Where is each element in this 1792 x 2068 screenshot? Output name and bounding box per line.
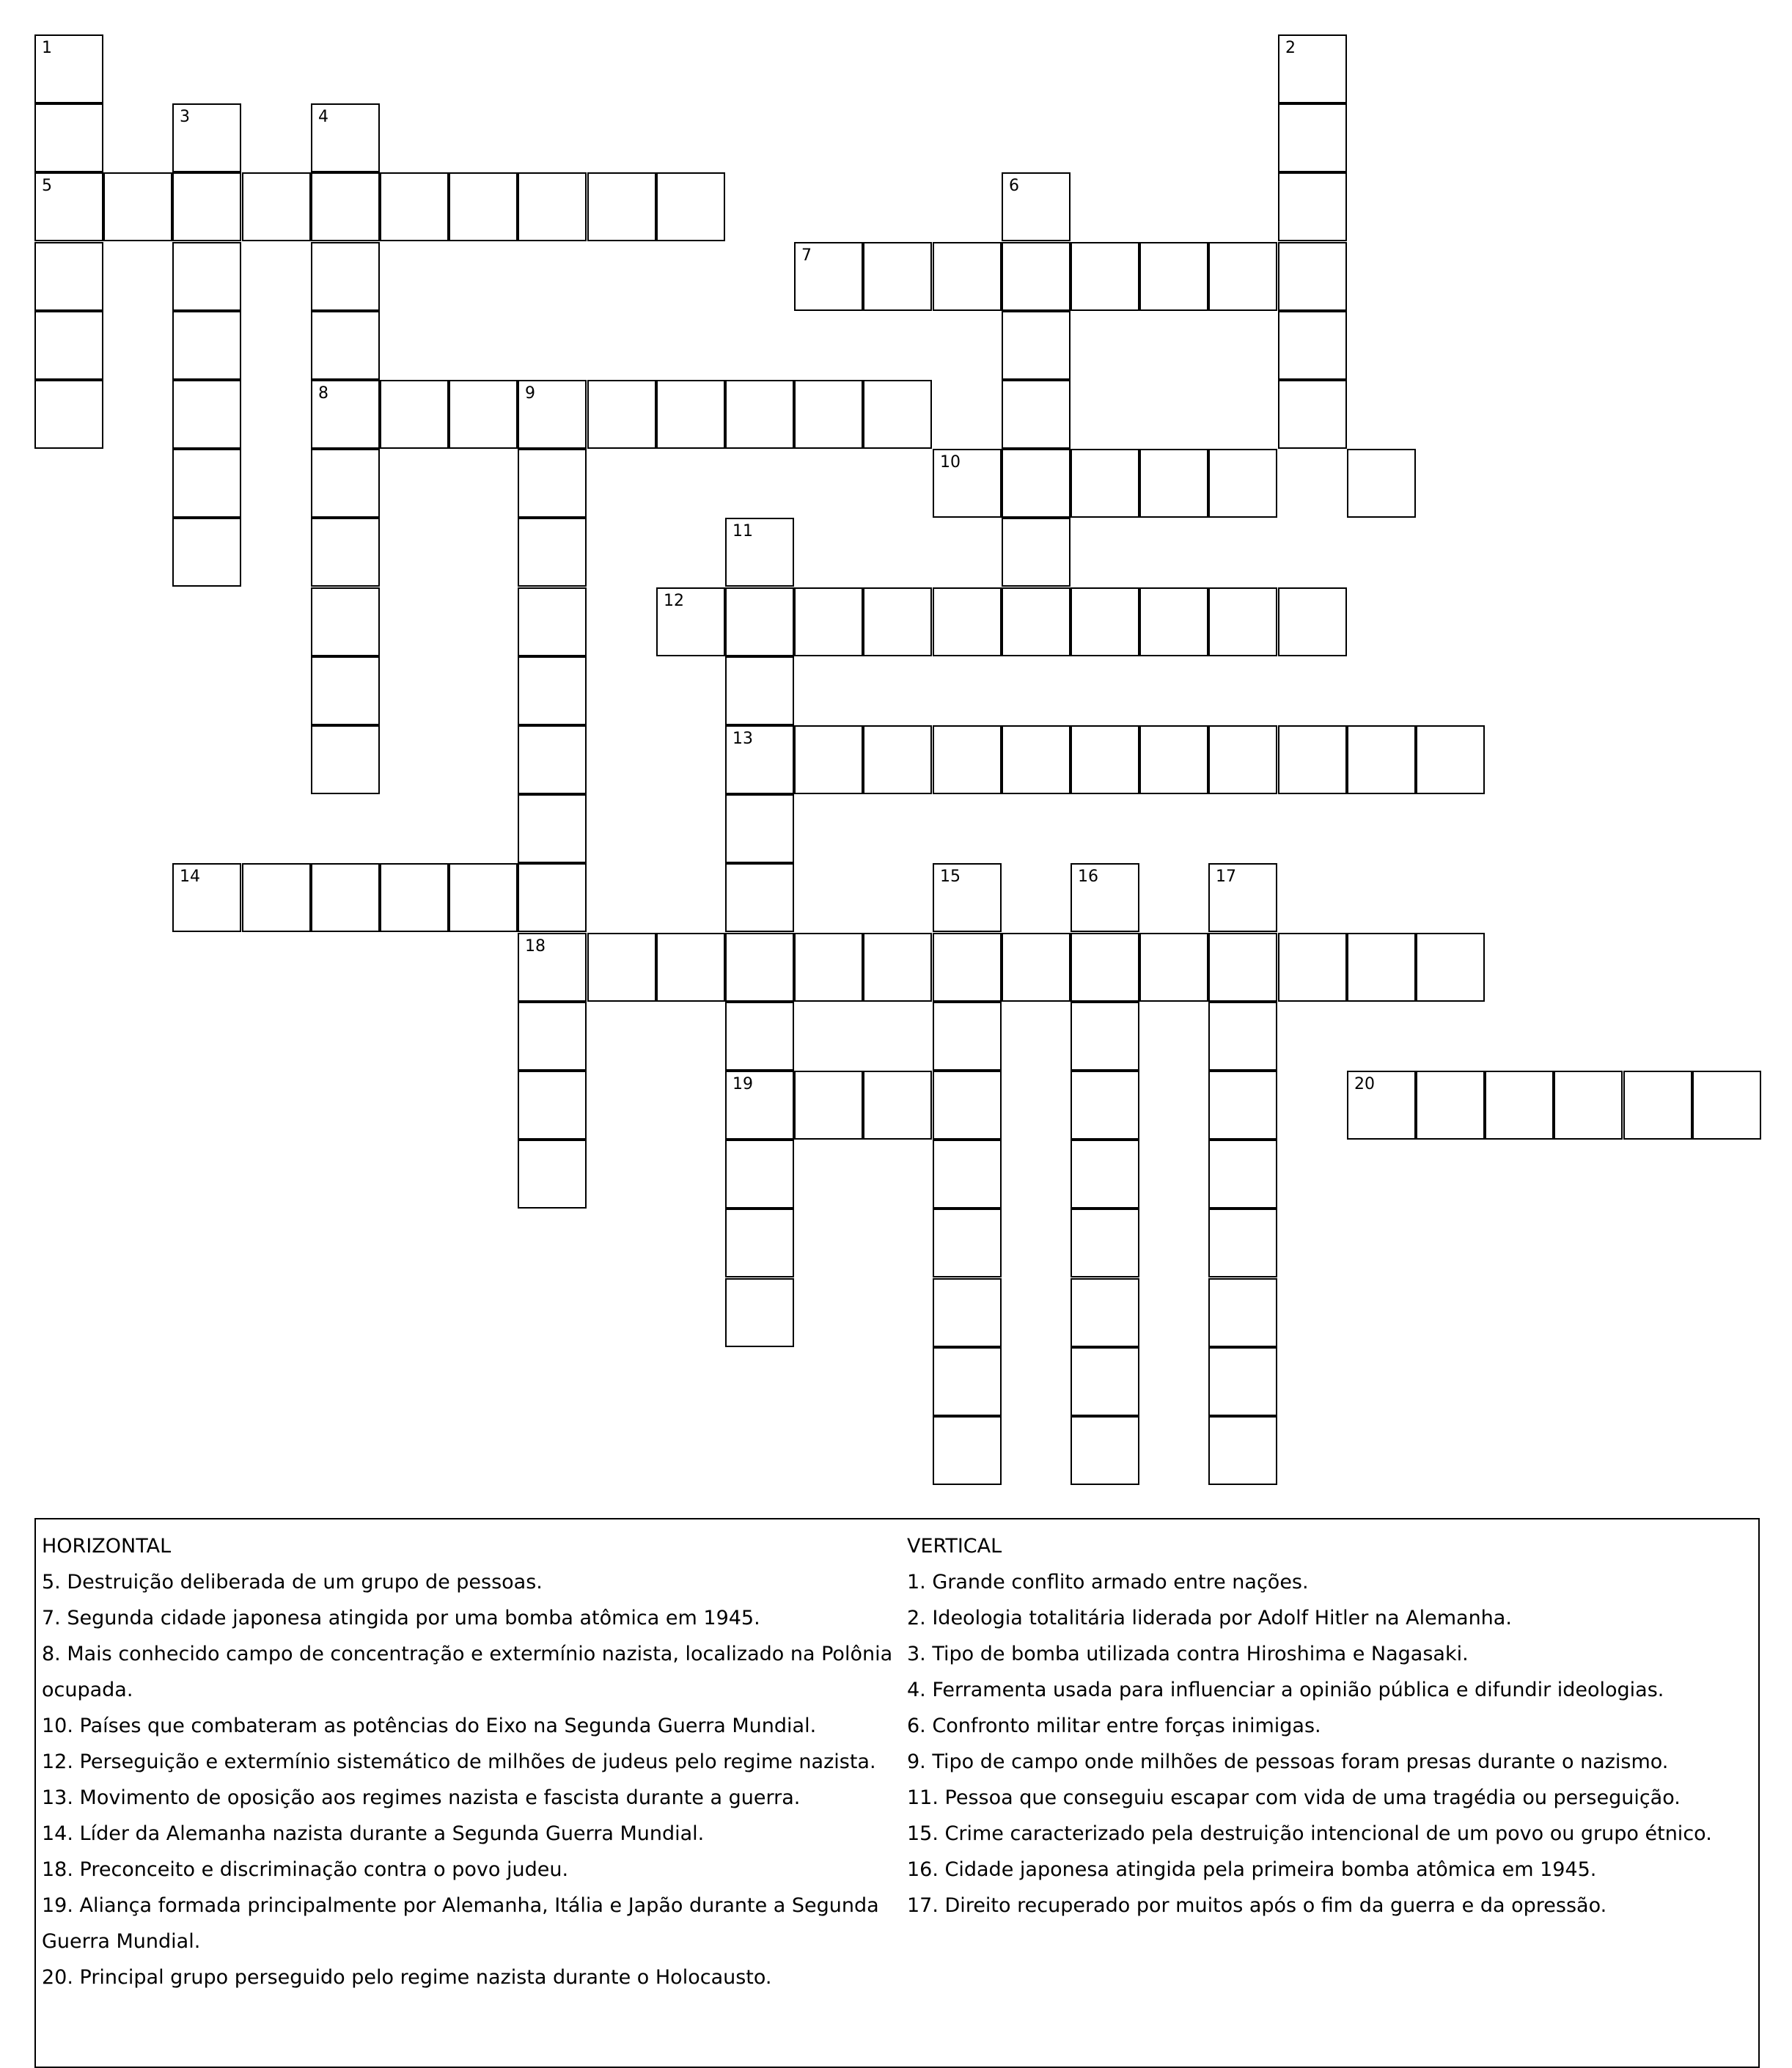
vertical-clue: 9. Tipo de campo onde milhões de pessoas foram presas durante o nazismo.: [907, 1750, 1669, 1773]
crossword-cell[interactable]: [1071, 242, 1139, 311]
clue-number: 7: [801, 246, 812, 265]
clue-number: 1: [42, 39, 52, 57]
crossword-cell[interactable]: [725, 863, 794, 932]
crossword-cell[interactable]: [933, 1002, 1002, 1071]
crossword-cell[interactable]: [1347, 933, 1416, 1002]
clue-number: 20: [1354, 1075, 1375, 1093]
crossword-cell[interactable]: [587, 933, 656, 1002]
crossword-cell[interactable]: [1347, 725, 1416, 794]
crossword-cell[interactable]: [656, 380, 725, 449]
crossword-cell[interactable]: [725, 794, 794, 863]
crossword-cell[interactable]: [1002, 587, 1071, 656]
vertical-clue: 11. Pessoa que conseguiu escapar com vida de uma tragédia ou perseguição.: [907, 1786, 1681, 1809]
crossword-cell[interactable]: [518, 587, 587, 656]
crossword-cell[interactable]: [1416, 933, 1485, 1002]
crossword-cell[interactable]: [933, 1071, 1002, 1140]
crossword-cell[interactable]: [1002, 725, 1071, 794]
horizontal-clues-title: HORIZONTAL: [42, 1535, 172, 1558]
crossword-cell[interactable]: [1278, 380, 1347, 449]
crossword-cell[interactable]: [172, 863, 241, 932]
crossword-cell[interactable]: [1071, 1278, 1139, 1347]
crossword-cell[interactable]: [311, 725, 380, 794]
crossword-cell[interactable]: [933, 449, 1002, 518]
crossword-cell[interactable]: [1139, 725, 1208, 794]
crossword-cell[interactable]: [518, 1071, 587, 1140]
crossword-cell[interactable]: [1071, 933, 1139, 1002]
crossword-cell[interactable]: [725, 725, 794, 794]
crossword-cell[interactable]: [1208, 1347, 1277, 1416]
crossword-cell[interactable]: [172, 242, 241, 311]
crossword-cell[interactable]: [1208, 1002, 1277, 1071]
crossword-cell[interactable]: [933, 587, 1002, 656]
vertical-clue: 4. Ferramenta usada para influenciar a opinião pública e difundir ideologias.: [907, 1679, 1664, 1701]
crossword-cell[interactable]: [518, 1140, 587, 1209]
crossword-cell[interactable]: [242, 863, 311, 932]
crossword-cell[interactable]: [103, 172, 172, 241]
clue-number: 8: [318, 384, 328, 403]
crossword-cell[interactable]: [1071, 1347, 1139, 1416]
clue-number: 16: [1078, 868, 1098, 886]
crossword-cell[interactable]: [1139, 242, 1208, 311]
clue-number: 2: [1285, 39, 1296, 57]
crossword-cell[interactable]: [172, 311, 241, 380]
crossword-cell[interactable]: [1071, 449, 1139, 518]
crossword-cell[interactable]: [34, 242, 103, 311]
crossword-cell[interactable]: [1208, 1278, 1277, 1347]
clue-number: 5: [42, 177, 52, 195]
crossword-cell[interactable]: [1278, 172, 1347, 241]
crossword-cell[interactable]: [34, 172, 103, 241]
crossword-cell[interactable]: [172, 172, 241, 241]
crossword-cell[interactable]: [1416, 1071, 1485, 1140]
crossword-cell[interactable]: [1071, 1071, 1139, 1140]
horizontal-clue: 7. Segunda cidade japonesa atingida por uma bomba atômica em 1945.: [42, 1607, 760, 1629]
crossword-cell[interactable]: [1208, 1209, 1277, 1277]
crossword-cell[interactable]: [933, 725, 1002, 794]
crossword-cell[interactable]: [794, 933, 863, 1002]
crossword-cell[interactable]: [518, 380, 587, 449]
crossword-cell[interactable]: [1278, 103, 1347, 172]
crossword-cell[interactable]: [1139, 933, 1208, 1002]
clue-number: 9: [525, 384, 535, 403]
crossword-cell[interactable]: [933, 933, 1002, 1002]
crossword-cell[interactable]: [311, 587, 380, 656]
crossword-cell[interactable]: [794, 380, 863, 449]
horizontal-clue: 12. Perseguição e extermínio sistemático de milhões de judeus pelo regime nazista.: [42, 1750, 876, 1773]
crossword-cell[interactable]: [863, 725, 932, 794]
vertical-clue: 15. Crime caracterizado pela destruição intencional de um povo ou grupo étnico.: [907, 1822, 1712, 1845]
crossword-cell[interactable]: [725, 1278, 794, 1347]
crossword-cell[interactable]: [380, 863, 449, 932]
crossword-cell[interactable]: [933, 1209, 1002, 1277]
crossword-cell[interactable]: [1554, 1071, 1623, 1140]
crossword-cell[interactable]: [794, 1071, 863, 1140]
crossword-cell[interactable]: [311, 242, 380, 311]
crossword-cell[interactable]: [1071, 725, 1139, 794]
crossword-cell[interactable]: [311, 863, 380, 932]
crossword-cell[interactable]: [1208, 863, 1277, 932]
crossword-cell[interactable]: [1071, 1209, 1139, 1277]
crossword-cell[interactable]: [1208, 933, 1277, 1002]
crossword-cell[interactable]: [311, 103, 380, 172]
crossword-cell[interactable]: [725, 587, 794, 656]
horizontal-clues-column: [42, 1528, 900, 1995]
crossword-cell[interactable]: [933, 1347, 1002, 1416]
crossword-cell[interactable]: [1002, 518, 1071, 587]
crossword-cell[interactable]: [518, 725, 587, 794]
crossword-cell[interactable]: [725, 518, 794, 587]
crossword-cell[interactable]: [725, 1140, 794, 1209]
crossword-cell[interactable]: [656, 933, 725, 1002]
crossword-cell[interactable]: [1278, 725, 1347, 794]
horizontal-clue: 20. Principal grupo perseguido pelo regime nazista durante o Holocausto.: [42, 1966, 772, 1989]
vertical-clues-title: VERTICAL: [907, 1535, 1002, 1558]
horizontal-clue: 19. Aliança formada principalmente por Alemanha, Itália e Japão durante a Segunda Guerra Mundial.: [42, 1894, 879, 1953]
crossword-cell[interactable]: [1485, 1071, 1554, 1140]
crossword-cell[interactable]: [725, 1071, 794, 1140]
crossword-cell[interactable]: [1208, 1416, 1277, 1485]
clue-number: 18: [525, 937, 546, 956]
crossword-cell[interactable]: [518, 933, 587, 1002]
crossword-cell[interactable]: [1139, 587, 1208, 656]
crossword-cell[interactable]: [725, 656, 794, 725]
crossword-cell[interactable]: [34, 380, 103, 449]
crossword-cell[interactable]: [172, 103, 241, 172]
crossword-cell[interactable]: [1002, 311, 1071, 380]
clue-number: 13: [732, 730, 753, 748]
clue-number: 12: [664, 592, 684, 610]
crossword-cell[interactable]: [794, 242, 863, 311]
crossword-cell[interactable]: [1278, 242, 1347, 311]
crossword-cell[interactable]: [518, 1002, 587, 1071]
crossword-cell[interactable]: [311, 311, 380, 380]
clue-number: 3: [180, 108, 190, 126]
crossword-cell[interactable]: [172, 449, 241, 518]
crossword-cell[interactable]: [1208, 587, 1277, 656]
crossword-cell[interactable]: [863, 587, 932, 656]
vertical-clue: 16. Cidade japonesa atingida pela primeira bomba atômica em 1945.: [907, 1858, 1597, 1881]
horizontal-clue: 5. Destruição deliberada de um grupo de pessoas.: [42, 1571, 543, 1594]
clue-number: 17: [1216, 868, 1236, 886]
crossword-cell[interactable]: [1071, 1002, 1139, 1071]
crossword-cell[interactable]: [1002, 933, 1071, 1002]
crossword-cell[interactable]: [725, 1209, 794, 1277]
crossword-cell[interactable]: [1278, 311, 1347, 380]
crossword-cell[interactable]: [34, 34, 103, 103]
crossword-cell[interactable]: [1623, 1071, 1692, 1140]
crossword-cell[interactable]: [863, 933, 932, 1002]
crossword-cell[interactable]: [933, 1278, 1002, 1347]
crossword-cell[interactable]: [794, 725, 863, 794]
crossword-cell[interactable]: [1208, 1071, 1277, 1140]
crossword-cell[interactable]: [311, 656, 380, 725]
crossword-cell[interactable]: [172, 380, 241, 449]
crossword-cell[interactable]: [863, 242, 932, 311]
crossword-cell[interactable]: [1071, 863, 1139, 932]
horizontal-clue: 13. Movimento de oposição aos regimes nazista e fascista durante a guerra.: [42, 1786, 801, 1809]
clue-number: 14: [180, 868, 200, 886]
crossword-cell[interactable]: [1347, 1071, 1416, 1140]
crossword-cell[interactable]: [1416, 725, 1485, 794]
crossword-cell[interactable]: [311, 518, 380, 587]
vertical-clue: 6. Confronto militar entre forças inimigas.: [907, 1715, 1321, 1737]
crossword-cell[interactable]: [587, 380, 656, 449]
crossword-cell[interactable]: [1208, 449, 1277, 518]
crossword-cell[interactable]: [449, 380, 518, 449]
crossword-cell[interactable]: [725, 380, 794, 449]
clue-number: 19: [732, 1075, 753, 1093]
clue-number: 4: [318, 108, 328, 126]
horizontal-clue: 8. Mais conhecido campo de concentração e extermínio nazista, localizado na Polônia ocupada.: [42, 1643, 893, 1701]
crossword-cell[interactable]: [1208, 1140, 1277, 1209]
crossword-cell[interactable]: [518, 863, 587, 932]
crossword-cell[interactable]: [380, 380, 449, 449]
clue-number: 15: [940, 868, 961, 886]
crossword-cell[interactable]: [1002, 380, 1071, 449]
crossword-cell[interactable]: [933, 863, 1002, 932]
crossword-cell[interactable]: [1002, 449, 1071, 518]
horizontal-clue: 14. Líder da Alemanha nazista durante a Segunda Guerra Mundial.: [42, 1822, 705, 1845]
vertical-clue: 2. Ideologia totalitária liderada por Adolf Hitler na Alemanha.: [907, 1607, 1512, 1629]
crossword-cell[interactable]: [380, 172, 449, 241]
crossword-cell[interactable]: [1208, 242, 1277, 311]
crossword-cell[interactable]: [518, 794, 587, 863]
crossword-cell[interactable]: [863, 1071, 932, 1140]
horizontal-clue: 10. Países que combateram as potências do Eixo na Segunda Guerra Mundial.: [42, 1715, 817, 1737]
vertical-clue: 1. Grande conflito armado entre nações.: [907, 1571, 1309, 1594]
crossword-cell[interactable]: [1071, 1140, 1139, 1209]
crossword-cell[interactable]: [518, 449, 587, 518]
clue-number: 10: [940, 453, 961, 472]
crossword-cell[interactable]: [656, 172, 725, 241]
crossword-cell[interactable]: [1071, 1416, 1139, 1485]
crossword-cell[interactable]: [1002, 172, 1071, 241]
crossword-cell[interactable]: [311, 172, 380, 241]
vertical-clue: 3. Tipo de bomba utilizada contra Hiroshima e Nagasaki.: [907, 1643, 1469, 1665]
crossword-cell[interactable]: [518, 172, 587, 241]
crossword-cell[interactable]: [725, 1002, 794, 1071]
crossword-cell[interactable]: [933, 1140, 1002, 1209]
crossword-cell[interactable]: [518, 518, 587, 587]
crossword-cell[interactable]: [1347, 449, 1416, 518]
crossword-cell[interactable]: [933, 1416, 1002, 1485]
crossword-cell[interactable]: [933, 242, 1002, 311]
clue-number: 11: [732, 522, 753, 540]
crossword-cell[interactable]: [1278, 34, 1347, 103]
clues-box: [34, 1518, 1760, 2068]
crossword-cell[interactable]: [311, 380, 380, 449]
vertical-clues-column: [907, 1528, 1750, 1924]
crossword-cell[interactable]: [1002, 242, 1071, 311]
crossword-cell[interactable]: [794, 587, 863, 656]
crossword-cell[interactable]: [656, 587, 725, 656]
crossword-cell[interactable]: [34, 311, 103, 380]
crossword-cell[interactable]: [1278, 933, 1347, 1002]
crossword-cell[interactable]: [242, 172, 311, 241]
crossword-cell[interactable]: [34, 103, 103, 172]
crossword-cell[interactable]: [587, 172, 656, 241]
crossword-cell[interactable]: [725, 933, 794, 1002]
horizontal-clue: 18. Preconceito e discriminação contra o povo judeu.: [42, 1858, 569, 1881]
crossword-cell[interactable]: [449, 172, 518, 241]
vertical-clue: 17. Direito recuperado por muitos após o fim da guerra e da opressão.: [907, 1894, 1607, 1917]
crossword-cell[interactable]: [311, 449, 380, 518]
crossword-cell[interactable]: [863, 380, 932, 449]
crossword-cell[interactable]: [518, 656, 587, 725]
crossword-cell[interactable]: [1208, 725, 1277, 794]
crossword-cell[interactable]: [1139, 449, 1208, 518]
crossword-cell[interactable]: [449, 863, 518, 932]
crossword-cell[interactable]: [172, 518, 241, 587]
crossword-cell[interactable]: [1071, 587, 1139, 656]
crossword-cell[interactable]: [1692, 1071, 1761, 1140]
clue-number: 6: [1009, 177, 1019, 195]
crossword-cell[interactable]: [1278, 587, 1347, 656]
